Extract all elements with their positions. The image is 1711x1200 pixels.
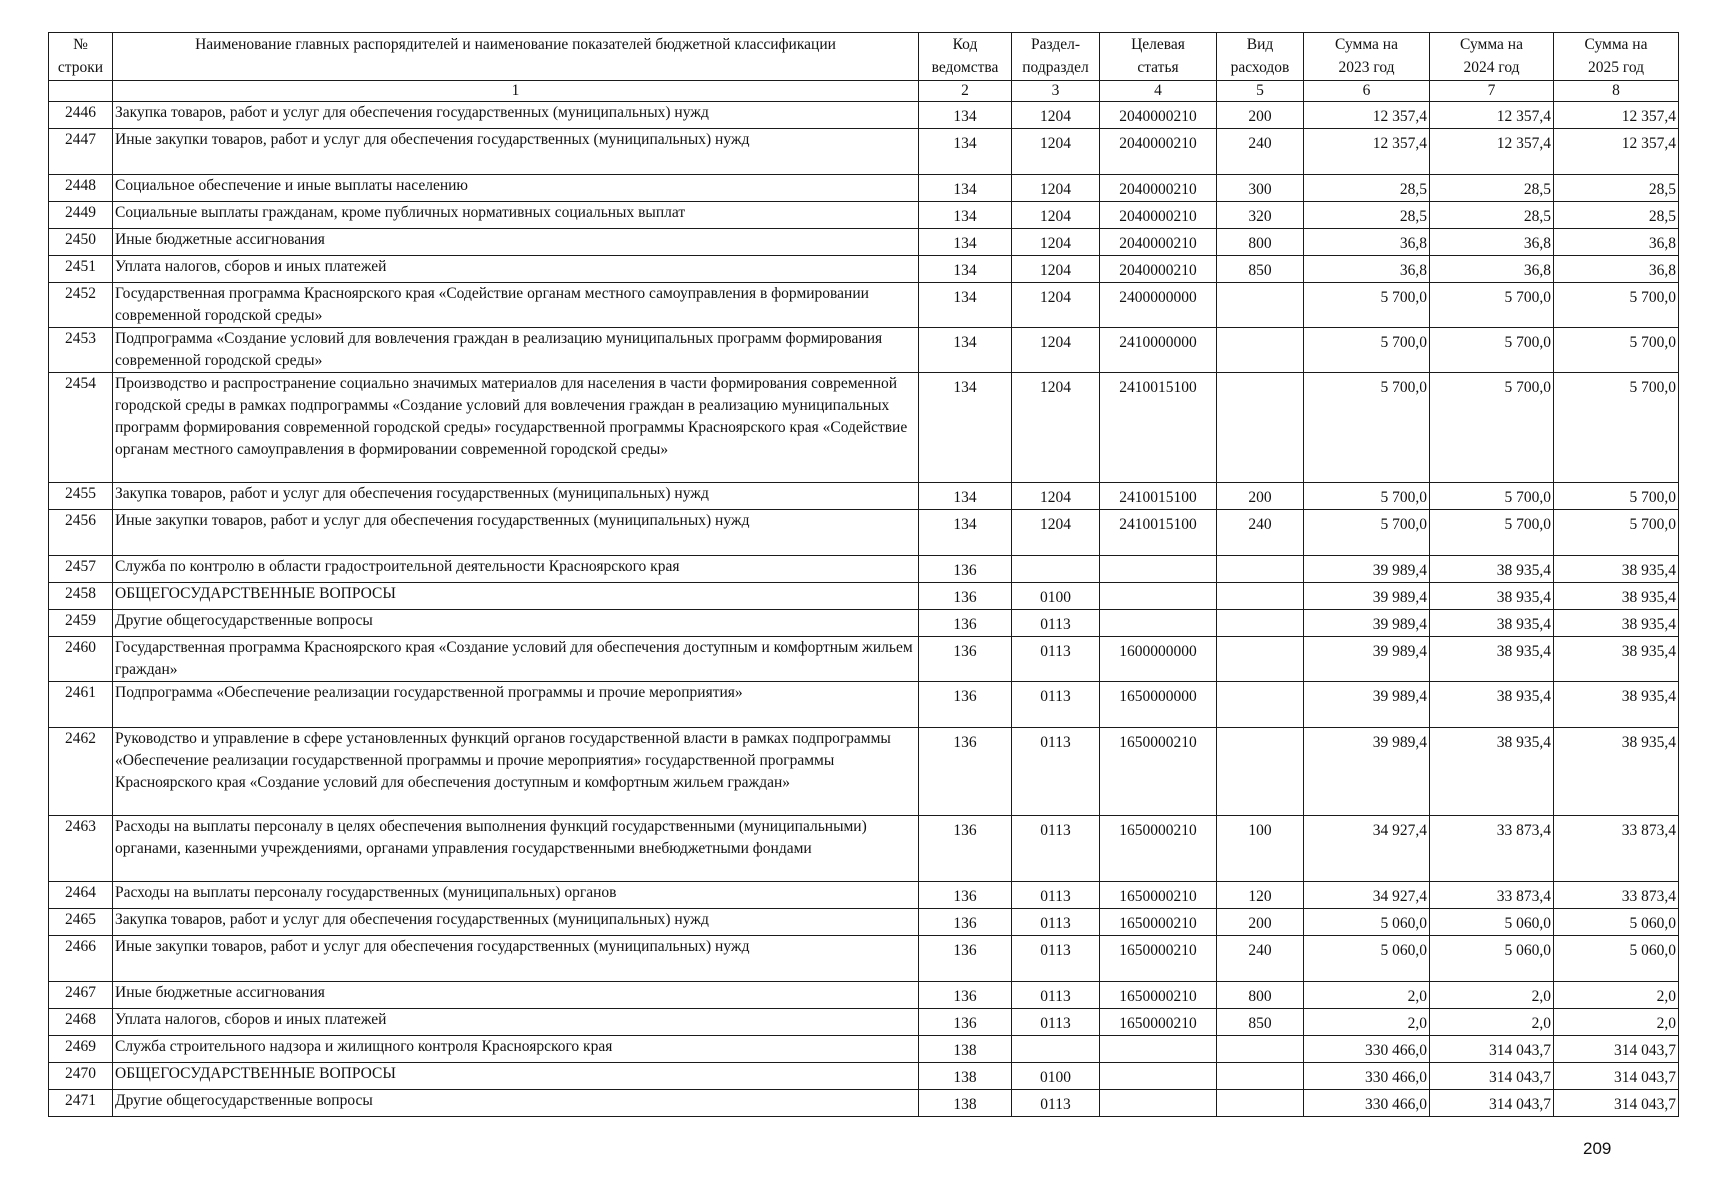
row-name: Иные закупки товаров, работ и услуг для обеспечения государственных (муниципальных) нужд <box>113 129 919 175</box>
row-sum-2023: 36,8 <box>1304 229 1430 256</box>
row-section: 1204 <box>1012 510 1100 556</box>
row-sum-2023: 5 700,0 <box>1304 483 1430 510</box>
row-number: 2451 <box>49 256 113 283</box>
row-section: 0100 <box>1012 583 1100 610</box>
row-sum-2024: 28,5 <box>1430 202 1554 229</box>
row-sum-2023: 39 989,4 <box>1304 556 1430 583</box>
row-target-article: 2040000210 <box>1100 229 1217 256</box>
row-sum-2023: 12 357,4 <box>1304 102 1430 129</box>
row-dept-code: 134 <box>919 328 1012 373</box>
row-sum-2024: 28,5 <box>1430 175 1554 202</box>
row-number: 2456 <box>49 510 113 556</box>
row-expense-kind <box>1217 583 1304 610</box>
row-section: 0100 <box>1012 1063 1100 1090</box>
row-sum-2023: 2,0 <box>1304 1009 1430 1036</box>
table-row <box>49 229 1679 256</box>
budget-table <box>48 32 1679 1117</box>
row-name: Закупка товаров, работ и услуг для обеспечения государственных (муниципальных) нужд <box>113 483 919 510</box>
table-row <box>49 1036 1679 1063</box>
column-number <box>49 81 113 102</box>
table-row <box>49 610 1679 637</box>
row-number: 2459 <box>49 610 113 637</box>
row-sum-2025: 12 357,4 <box>1554 102 1679 129</box>
row-sum-2025: 38 935,4 <box>1554 556 1679 583</box>
table-row <box>49 936 1679 982</box>
row-expense-kind <box>1217 1036 1304 1063</box>
row-sum-2023: 5 700,0 <box>1304 328 1430 373</box>
row-dept-code: 134 <box>919 129 1012 175</box>
row-number: 2465 <box>49 909 113 936</box>
row-sum-2023: 34 927,4 <box>1304 816 1430 882</box>
row-expense-kind <box>1217 373 1304 483</box>
row-section: 0113 <box>1012 936 1100 982</box>
row-sum-2025: 5 700,0 <box>1554 373 1679 483</box>
row-name: Руководство и управление в сфере установленных функций органов государственной власти в рамках подпрограммы «Обеспечение реализации государственной программы и прочие мероприятия» государственной программы Красноярского края «Создание условий для обеспечения доступным и комфортным жильем граждан» <box>113 728 919 816</box>
row-dept-code: 138 <box>919 1036 1012 1063</box>
row-expense-kind: 850 <box>1217 1009 1304 1036</box>
row-section <box>1012 556 1100 583</box>
column-number: 3 <box>1012 81 1100 102</box>
row-name: Государственная программа Красноярского края «Содействие органам местного самоуправления в формировании современной городской среды» <box>113 283 919 328</box>
row-number: 2450 <box>49 229 113 256</box>
row-target-article <box>1100 1090 1217 1117</box>
row-expense-kind: 300 <box>1217 175 1304 202</box>
row-section: 0113 <box>1012 882 1100 909</box>
header-name: Наименование главных распорядителей и наименование показателей бюджетной классификации <box>113 33 919 81</box>
budget-table-sheet <box>48 32 1678 1117</box>
row-target-article: 1650000210 <box>1100 982 1217 1009</box>
row-sum-2025: 38 935,4 <box>1554 583 1679 610</box>
header-target: Целевая статья <box>1100 33 1217 81</box>
row-name: Подпрограмма «Обеспечение реализации государственной программы и прочие мероприятия» <box>113 682 919 728</box>
row-sum-2024: 38 935,4 <box>1430 556 1554 583</box>
row-section: 1204 <box>1012 373 1100 483</box>
row-dept-code: 134 <box>919 483 1012 510</box>
row-section: 1204 <box>1012 256 1100 283</box>
row-sum-2025: 33 873,4 <box>1554 882 1679 909</box>
row-expense-kind <box>1217 728 1304 816</box>
row-expense-kind <box>1217 682 1304 728</box>
row-target-article: 2410015100 <box>1100 373 1217 483</box>
row-dept-code: 136 <box>919 909 1012 936</box>
row-number: 2447 <box>49 129 113 175</box>
table-row <box>49 682 1679 728</box>
row-expense-kind <box>1217 328 1304 373</box>
row-number: 2467 <box>49 982 113 1009</box>
row-dept-code: 134 <box>919 229 1012 256</box>
row-dept-code: 134 <box>919 283 1012 328</box>
table-row <box>49 328 1679 373</box>
row-expense-kind <box>1217 610 1304 637</box>
row-number: 2462 <box>49 728 113 816</box>
row-expense-kind: 200 <box>1217 909 1304 936</box>
table-row <box>49 1009 1679 1036</box>
row-sum-2024: 38 935,4 <box>1430 583 1554 610</box>
row-section <box>1012 1036 1100 1063</box>
row-number: 2457 <box>49 556 113 583</box>
row-target-article: 2040000210 <box>1100 202 1217 229</box>
table-row <box>49 583 1679 610</box>
row-dept-code: 134 <box>919 202 1012 229</box>
row-expense-kind: 100 <box>1217 816 1304 882</box>
row-name: Производство и распространение социально значимых материалов для населения в части формирования современной городской среды в рамках подпрограммы «Создание условий для вовлечения граждан в реализацию муниципальных программ формирования современной городской среды» государственной программы Красноярского края «Содействие органам местного самоуправления в формировании современной городской среды» <box>113 373 919 483</box>
column-number: 5 <box>1217 81 1304 102</box>
row-section: 1204 <box>1012 175 1100 202</box>
row-target-article: 1650000210 <box>1100 882 1217 909</box>
row-number: 2468 <box>49 1009 113 1036</box>
row-section: 0113 <box>1012 637 1100 682</box>
row-name: Другие общегосударственные вопросы <box>113 1090 919 1117</box>
table-row <box>49 816 1679 882</box>
row-expense-kind: 240 <box>1217 129 1304 175</box>
row-sum-2023: 2,0 <box>1304 982 1430 1009</box>
table-row <box>49 1090 1679 1117</box>
column-number-row <box>49 81 1679 102</box>
row-dept-code: 134 <box>919 373 1012 483</box>
row-section: 1204 <box>1012 202 1100 229</box>
row-section: 0113 <box>1012 982 1100 1009</box>
row-sum-2023: 5 700,0 <box>1304 510 1430 556</box>
row-sum-2023: 39 989,4 <box>1304 583 1430 610</box>
row-sum-2024: 36,8 <box>1430 229 1554 256</box>
row-sum-2025: 314 043,7 <box>1554 1036 1679 1063</box>
header-kind: Вид расходов <box>1217 33 1304 81</box>
row-name: Государственная программа Красноярского края «Создание условий для обеспечения доступным и комфортным жильем граждан» <box>113 637 919 682</box>
row-dept-code: 136 <box>919 682 1012 728</box>
row-number: 2449 <box>49 202 113 229</box>
row-expense-kind: 320 <box>1217 202 1304 229</box>
table-row <box>49 256 1679 283</box>
table-row <box>49 556 1679 583</box>
row-sum-2024: 12 357,4 <box>1430 102 1554 129</box>
row-target-article: 2040000210 <box>1100 102 1217 129</box>
row-expense-kind: 200 <box>1217 102 1304 129</box>
row-sum-2023: 36,8 <box>1304 256 1430 283</box>
row-expense-kind <box>1217 283 1304 328</box>
header-code: Код ведомства <box>919 33 1012 81</box>
row-sum-2024: 5 700,0 <box>1430 510 1554 556</box>
row-sum-2025: 5 700,0 <box>1554 483 1679 510</box>
row-dept-code: 136 <box>919 728 1012 816</box>
row-target-article: 1650000210 <box>1100 936 1217 982</box>
column-number: 8 <box>1554 81 1679 102</box>
row-target-article <box>1100 1036 1217 1063</box>
row-number: 2471 <box>49 1090 113 1117</box>
row-name: Расходы на выплаты персоналу в целях обеспечения выполнения функций государственными (муниципальными) органами, казенными учреждениями, органами управления государственными внебюджетными фондами <box>113 816 919 882</box>
row-section: 1204 <box>1012 328 1100 373</box>
row-target-article: 2040000210 <box>1100 175 1217 202</box>
row-expense-kind: 240 <box>1217 936 1304 982</box>
row-sum-2023: 39 989,4 <box>1304 682 1430 728</box>
row-section: 0113 <box>1012 816 1100 882</box>
row-number: 2470 <box>49 1063 113 1090</box>
row-dept-code: 136 <box>919 1009 1012 1036</box>
row-sum-2025: 314 043,7 <box>1554 1090 1679 1117</box>
row-sum-2024: 5 700,0 <box>1430 283 1554 328</box>
row-section: 0113 <box>1012 728 1100 816</box>
row-expense-kind <box>1217 1063 1304 1090</box>
row-number: 2469 <box>49 1036 113 1063</box>
row-sum-2023: 5 060,0 <box>1304 936 1430 982</box>
table-row <box>49 728 1679 816</box>
row-name: Иные бюджетные ассигнования <box>113 982 919 1009</box>
table-row <box>49 483 1679 510</box>
row-expense-kind: 120 <box>1217 882 1304 909</box>
row-sum-2024: 5 700,0 <box>1430 373 1554 483</box>
row-name: Иные бюджетные ассигнования <box>113 229 919 256</box>
row-name: Служба строительного надзора и жилищного контроля Красноярского края <box>113 1036 919 1063</box>
row-section: 0113 <box>1012 1009 1100 1036</box>
row-sum-2023: 330 466,0 <box>1304 1063 1430 1090</box>
row-sum-2024: 38 935,4 <box>1430 682 1554 728</box>
row-sum-2024: 5 060,0 <box>1430 936 1554 982</box>
row-sum-2025: 36,8 <box>1554 229 1679 256</box>
row-sum-2024: 33 873,4 <box>1430 882 1554 909</box>
row-target-article: 2040000210 <box>1100 256 1217 283</box>
row-sum-2025: 5 700,0 <box>1554 328 1679 373</box>
row-number: 2446 <box>49 102 113 129</box>
row-sum-2024: 314 043,7 <box>1430 1063 1554 1090</box>
row-sum-2025: 2,0 <box>1554 982 1679 1009</box>
row-number: 2455 <box>49 483 113 510</box>
row-sum-2024: 38 935,4 <box>1430 637 1554 682</box>
row-sum-2025: 314 043,7 <box>1554 1063 1679 1090</box>
row-expense-kind: 850 <box>1217 256 1304 283</box>
row-section: 1204 <box>1012 229 1100 256</box>
row-sum-2023: 330 466,0 <box>1304 1090 1430 1117</box>
row-target-article: 2400000000 <box>1100 283 1217 328</box>
row-dept-code: 136 <box>919 637 1012 682</box>
table-row <box>49 202 1679 229</box>
row-name: Служба по контролю в области градостроительной деятельности Красноярского края <box>113 556 919 583</box>
row-target-article <box>1100 556 1217 583</box>
row-sum-2025: 28,5 <box>1554 175 1679 202</box>
row-target-article: 2410015100 <box>1100 483 1217 510</box>
row-number: 2463 <box>49 816 113 882</box>
row-sum-2024: 33 873,4 <box>1430 816 1554 882</box>
header-row <box>49 33 1679 81</box>
row-sum-2025: 33 873,4 <box>1554 816 1679 882</box>
row-expense-kind <box>1217 556 1304 583</box>
row-sum-2023: 5 700,0 <box>1304 283 1430 328</box>
table-row <box>49 982 1679 1009</box>
row-target-article: 1650000210 <box>1100 1009 1217 1036</box>
header-sum-2024: Сумма на 2024 год <box>1430 33 1554 81</box>
row-target-article: 2410015100 <box>1100 510 1217 556</box>
row-section: 1204 <box>1012 102 1100 129</box>
row-target-article: 2410000000 <box>1100 328 1217 373</box>
row-target-article: 1650000210 <box>1100 909 1217 936</box>
row-dept-code: 136 <box>919 556 1012 583</box>
row-section: 1204 <box>1012 129 1100 175</box>
row-name: ОБЩЕГОСУДАРСТВЕННЫЕ ВОПРОСЫ <box>113 1063 919 1090</box>
row-sum-2024: 12 357,4 <box>1430 129 1554 175</box>
page-number: 209 <box>1583 1139 1612 1158</box>
row-target-article <box>1100 610 1217 637</box>
row-sum-2025: 5 060,0 <box>1554 909 1679 936</box>
row-section: 1204 <box>1012 483 1100 510</box>
table-row <box>49 129 1679 175</box>
row-target-article: 1650000210 <box>1100 728 1217 816</box>
row-expense-kind: 240 <box>1217 510 1304 556</box>
header-sum-2023: Сумма на 2023 год <box>1304 33 1430 81</box>
row-number: 2466 <box>49 936 113 982</box>
row-sum-2023: 39 989,4 <box>1304 637 1430 682</box>
table-body <box>49 102 1679 1117</box>
row-number: 2458 <box>49 583 113 610</box>
header-section: Раздел-подраздел <box>1012 33 1100 81</box>
row-dept-code: 134 <box>919 256 1012 283</box>
row-sum-2024: 2,0 <box>1430 1009 1554 1036</box>
header-sum-2025: Сумма на 2025 год <box>1554 33 1679 81</box>
row-name: Иные закупки товаров, работ и услуг для обеспечения государственных (муниципальных) нужд <box>113 510 919 556</box>
column-number: 4 <box>1100 81 1217 102</box>
row-target-article <box>1100 583 1217 610</box>
row-section: 0113 <box>1012 1090 1100 1117</box>
row-sum-2023: 5 700,0 <box>1304 373 1430 483</box>
column-number: 2 <box>919 81 1012 102</box>
row-expense-kind: 800 <box>1217 982 1304 1009</box>
row-section: 0113 <box>1012 610 1100 637</box>
row-name: ОБЩЕГОСУДАРСТВЕННЫЕ ВОПРОСЫ <box>113 583 919 610</box>
row-dept-code: 136 <box>919 583 1012 610</box>
row-expense-kind: 200 <box>1217 483 1304 510</box>
row-sum-2023: 5 060,0 <box>1304 909 1430 936</box>
row-number: 2453 <box>49 328 113 373</box>
row-name: Закупка товаров, работ и услуг для обеспечения государственных (муниципальных) нужд <box>113 909 919 936</box>
row-sum-2025: 36,8 <box>1554 256 1679 283</box>
row-dept-code: 136 <box>919 610 1012 637</box>
row-section: 0113 <box>1012 682 1100 728</box>
row-number: 2461 <box>49 682 113 728</box>
row-sum-2025: 5 700,0 <box>1554 283 1679 328</box>
row-dept-code: 136 <box>919 816 1012 882</box>
row-sum-2025: 38 935,4 <box>1554 637 1679 682</box>
row-sum-2023: 28,5 <box>1304 202 1430 229</box>
row-name: Другие общегосударственные вопросы <box>113 610 919 637</box>
row-name: Социальное обеспечение и иные выплаты населению <box>113 175 919 202</box>
table-row <box>49 1063 1679 1090</box>
table-row <box>49 283 1679 328</box>
row-sum-2024: 314 043,7 <box>1430 1036 1554 1063</box>
row-section: 1204 <box>1012 283 1100 328</box>
row-sum-2025: 28,5 <box>1554 202 1679 229</box>
row-sum-2025: 38 935,4 <box>1554 610 1679 637</box>
row-target-article <box>1100 1063 1217 1090</box>
row-sum-2025: 38 935,4 <box>1554 682 1679 728</box>
row-sum-2023: 28,5 <box>1304 175 1430 202</box>
row-sum-2024: 38 935,4 <box>1430 728 1554 816</box>
row-dept-code: 134 <box>919 102 1012 129</box>
row-sum-2025: 2,0 <box>1554 1009 1679 1036</box>
column-number: 6 <box>1304 81 1430 102</box>
row-name: Уплата налогов, сборов и иных платежей <box>113 1009 919 1036</box>
row-sum-2025: 5 700,0 <box>1554 510 1679 556</box>
row-sum-2023: 330 466,0 <box>1304 1036 1430 1063</box>
row-name: Социальные выплаты гражданам, кроме публичных нормативных социальных выплат <box>113 202 919 229</box>
table-row <box>49 102 1679 129</box>
table-row <box>49 882 1679 909</box>
row-sum-2024: 5 060,0 <box>1430 909 1554 936</box>
row-sum-2025: 12 357,4 <box>1554 129 1679 175</box>
row-sum-2024: 5 700,0 <box>1430 328 1554 373</box>
column-number: 1 <box>113 81 919 102</box>
row-target-article: 2040000210 <box>1100 129 1217 175</box>
row-sum-2024: 5 700,0 <box>1430 483 1554 510</box>
row-sum-2023: 12 357,4 <box>1304 129 1430 175</box>
row-dept-code: 138 <box>919 1063 1012 1090</box>
row-sum-2024: 36,8 <box>1430 256 1554 283</box>
row-name: Закупка товаров, работ и услуг для обеспечения государственных (муниципальных) нужд <box>113 102 919 129</box>
row-dept-code: 136 <box>919 936 1012 982</box>
row-section: 0113 <box>1012 909 1100 936</box>
row-sum-2023: 39 989,4 <box>1304 610 1430 637</box>
table-row <box>49 909 1679 936</box>
header-row-no: № строки <box>49 33 113 81</box>
row-sum-2025: 38 935,4 <box>1554 728 1679 816</box>
table-row <box>49 510 1679 556</box>
row-sum-2025: 5 060,0 <box>1554 936 1679 982</box>
row-target-article: 1600000000 <box>1100 637 1217 682</box>
row-sum-2024: 2,0 <box>1430 982 1554 1009</box>
row-sum-2023: 34 927,4 <box>1304 882 1430 909</box>
row-expense-kind: 800 <box>1217 229 1304 256</box>
row-dept-code: 136 <box>919 882 1012 909</box>
table-row <box>49 175 1679 202</box>
row-name: Уплата налогов, сборов и иных платежей <box>113 256 919 283</box>
row-expense-kind <box>1217 637 1304 682</box>
row-target-article: 1650000210 <box>1100 816 1217 882</box>
row-number: 2448 <box>49 175 113 202</box>
row-expense-kind <box>1217 1090 1304 1117</box>
row-name: Подпрограмма «Создание условий для вовлечения граждан в реализацию муниципальных программ формирования современной городской среды» <box>113 328 919 373</box>
row-number: 2452 <box>49 283 113 328</box>
row-dept-code: 134 <box>919 175 1012 202</box>
row-dept-code: 134 <box>919 510 1012 556</box>
column-number: 7 <box>1430 81 1554 102</box>
row-name: Расходы на выплаты персоналу государственных (муниципальных) органов <box>113 882 919 909</box>
row-number: 2454 <box>49 373 113 483</box>
row-sum-2024: 314 043,7 <box>1430 1090 1554 1117</box>
row-name: Иные закупки товаров, работ и услуг для обеспечения государственных (муниципальных) нужд <box>113 936 919 982</box>
row-dept-code: 136 <box>919 982 1012 1009</box>
table-row <box>49 373 1679 483</box>
row-number: 2460 <box>49 637 113 682</box>
row-number: 2464 <box>49 882 113 909</box>
row-dept-code: 138 <box>919 1090 1012 1117</box>
table-row <box>49 637 1679 682</box>
row-target-article: 1650000000 <box>1100 682 1217 728</box>
row-sum-2023: 39 989,4 <box>1304 728 1430 816</box>
row-sum-2024: 38 935,4 <box>1430 610 1554 637</box>
